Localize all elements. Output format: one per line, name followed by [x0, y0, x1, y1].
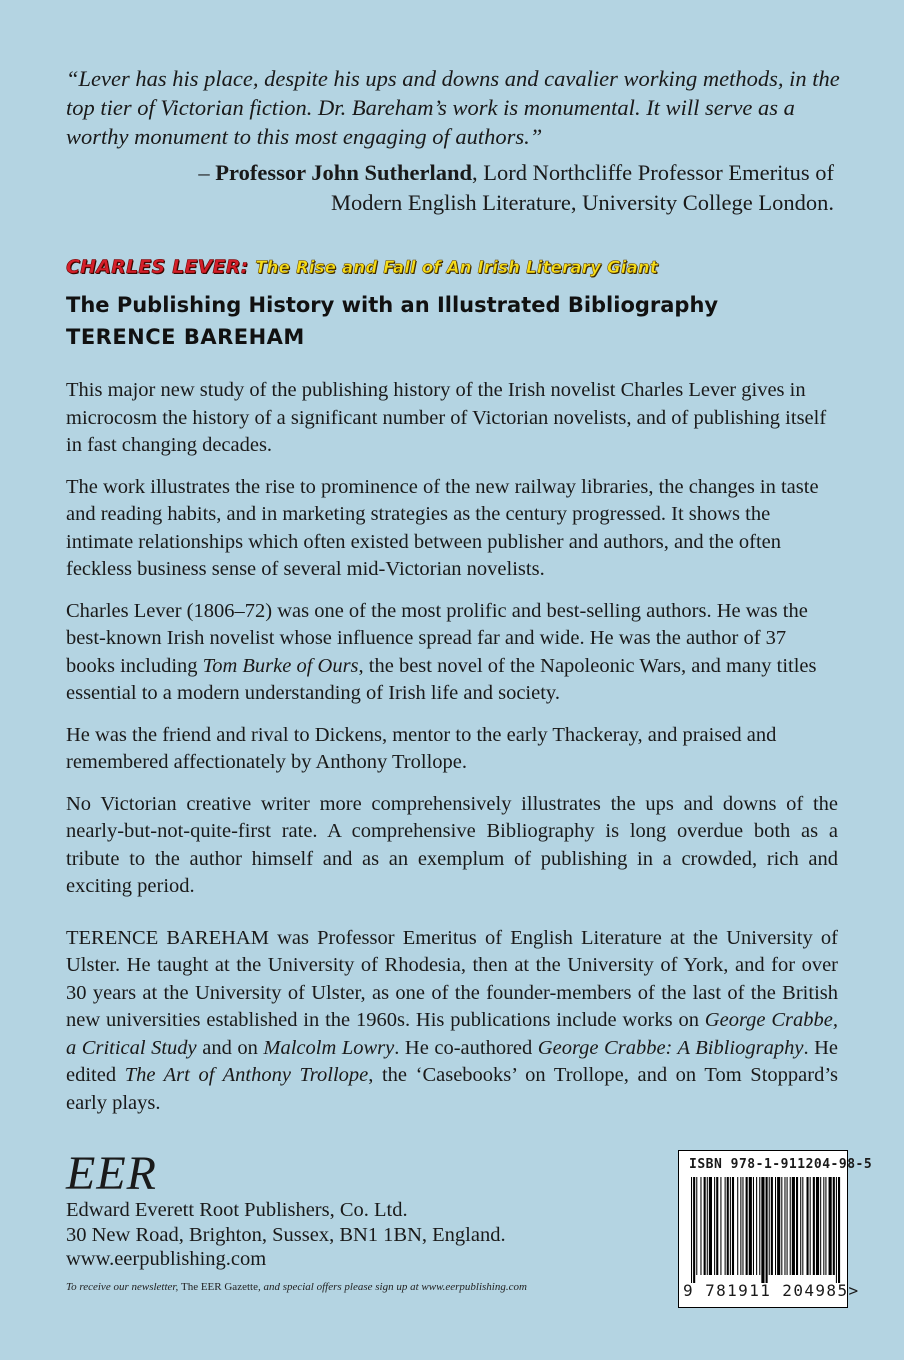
barcode-bar — [810, 1177, 811, 1275]
barcode-bar — [740, 1177, 741, 1275]
publisher-logo: EER — [66, 1147, 157, 1200]
barcode-bar — [709, 1177, 712, 1275]
publisher-website: www.eerpublishing.com — [66, 1248, 267, 1270]
barcode-bar — [787, 1177, 788, 1275]
barcode-bar — [737, 1177, 738, 1275]
barcode-bar — [784, 1177, 785, 1275]
barcode-bar — [716, 1177, 718, 1275]
blurb-body — [66, 377, 838, 1131]
barcode-number: 9 781911 204985 — [683, 1281, 849, 1300]
barcode-bar — [792, 1177, 795, 1275]
barcode-bar — [730, 1177, 731, 1275]
text-run: To receive our newsletter, — [66, 1281, 181, 1293]
isbn-digits — [683, 1281, 860, 1300]
barcode-bar — [696, 1177, 697, 1275]
barcode-bar — [704, 1177, 706, 1275]
book-title-italic: George Crabbe, a Critical Study — [66, 1009, 838, 1059]
book-author: TERENCE BAREHAM — [66, 325, 305, 349]
barcode-bar — [693, 1177, 695, 1283]
barcode-bar — [813, 1177, 815, 1275]
barcode-bar — [761, 1177, 764, 1283]
barcode-bar — [771, 1177, 773, 1275]
publisher-name: Edward Everett Root Publishers, Co. Ltd. — [66, 1199, 408, 1221]
text-run: . He co-authored — [394, 1036, 538, 1059]
blurb-paragraph: The work illustrates the rise to prominence of the new railway libraries, the changes in taste and reading habits, and in marketing strategies as the century progressed. It shows the intimate relationships which often existed between publisher and authors, and the often feckless business sense of several mid-Victorian novelists. — [66, 475, 819, 580]
newsletter-title: The EER Gazette — [180, 1281, 258, 1293]
text-run: , the ‘Casebooks’ on Trollope, and on Tom Stoppard’s early plays. — [66, 1064, 838, 1114]
barcode-arrow: > — [848, 1281, 860, 1300]
barcode-bar — [777, 1177, 780, 1275]
barcode-bar — [766, 1177, 768, 1283]
book-title — [66, 254, 658, 281]
isbn-barcode — [678, 1150, 873, 1308]
barcode-bar — [816, 1177, 819, 1275]
endorsement-attribution — [134, 158, 834, 218]
barcode-bar — [720, 1177, 721, 1275]
blurb-paragraph — [66, 598, 838, 708]
barcode-bar — [796, 1177, 798, 1275]
barcode-bar — [775, 1177, 776, 1275]
newsletter-note — [66, 1281, 527, 1293]
barcode-bar — [790, 1177, 791, 1275]
text-run: and on — [196, 1036, 264, 1059]
endorsement-quote: “Lever has his place, despite his ups and downs and cavalier working methods, in the top tier of Victorian fiction. Dr. Bareham’s work is monumental. It will serve as a worthy monument to this most engaging of authors.” — [66, 66, 840, 149]
barcode-bar — [746, 1177, 748, 1275]
barcode-bar — [836, 1177, 837, 1283]
barcode-bar — [725, 1177, 726, 1275]
barcode-bar — [820, 1177, 821, 1275]
barcode-bar — [756, 1177, 757, 1275]
barcode-bar — [807, 1177, 809, 1275]
title-red-part: CHARLES LEVER: — [66, 256, 249, 278]
book-title-italic: Tom Burke of Ours — [202, 654, 359, 677]
isbn-label: ISBN 978-1-911204-98-5 — [689, 1157, 873, 1172]
attribution-dash: – — [198, 160, 216, 185]
text-run: , and special offers please sign up at www.eerpublishing.com — [257, 1281, 527, 1293]
author-bio — [66, 925, 838, 1118]
title-yellow-part: The Rise and Fall of An Irish Literary Giant — [255, 258, 658, 277]
book-subtitle: The Publishing History with an Illustrated Bibliography — [66, 293, 719, 317]
blurb-paragraph: No Victorian creative writer more comprehensively illustrates the ups and downs of the nearly-but-not-quite-first rate. A comprehensive Bibliography is long overdue both as a tribute to the author himself and as an exemplum of publishing in a crowded, rich and exciting period. — [66, 792, 838, 897]
barcode-bar — [781, 1177, 782, 1275]
barcode-bar — [759, 1177, 760, 1275]
attribution-name: Professor John Sutherland — [215, 160, 472, 185]
barcode-bar — [749, 1177, 752, 1275]
barcode-bar — [800, 1177, 801, 1275]
blurb-paragraph: This major new study of the publishing history of the Irish novelist Charles Lever gives in microcosm the history of a significant number of Victorian novelists, and of publishing itself in fast changing decades. — [66, 379, 827, 456]
text-run: Charles Lever (1806–72) was one of the most prolific and best-selling authors. He was the best-known Irish novelist whose influence spread far and wide. He was the author of 37 books including — [66, 599, 808, 677]
barcode-bar — [769, 1177, 770, 1275]
book-title-italic: George Crabbe: A Bibliography — [537, 1036, 804, 1059]
barcode-bar — [829, 1177, 832, 1275]
blurb-paragraph: He was the friend and rival to Dickens, mentor to the early Thackeray, and praised and remembered affectionately by Anthony Trollope. — [66, 723, 777, 773]
barcode-bar — [838, 1177, 840, 1283]
barcode-bar — [700, 1177, 701, 1275]
barcode-bar — [833, 1177, 835, 1275]
text-run: . He edited — [66, 1036, 839, 1086]
barcode-bar — [727, 1177, 729, 1275]
barcode-bar — [742, 1177, 743, 1275]
barcode-bar — [732, 1177, 734, 1275]
barcode-bar — [823, 1177, 824, 1275]
barcode-bars — [689, 1177, 843, 1283]
attribution-affiliation: , Lord Northcliffe Professor Emeritus of Modern English Literature, University College London. — [330, 160, 834, 215]
text-run: TERENCE BAREHAM was Professor Emeritus of English Literature at the University of Ulster. He taught at the University of Rhodesia, then at the University of York, and for over 30 years at the University of Ulster, as one of the founder-members of the last of the British new universities established in the 1960s. His publications include works on — [66, 926, 838, 1031]
book-title-italic: The Art of Anthony Trollope — [124, 1064, 369, 1086]
barcode-bar — [714, 1177, 715, 1275]
book-title-italic: Malcolm Lowry — [263, 1036, 395, 1059]
barcode-bar — [753, 1177, 754, 1275]
publisher-address: 30 New Road, Brighton, Sussex, BN1 1BN, England. — [66, 1223, 506, 1246]
barcode-bar — [691, 1177, 692, 1283]
publisher-info — [66, 1198, 506, 1272]
barcode-bar — [707, 1177, 708, 1275]
barcode-bar — [802, 1177, 803, 1275]
barcode-bar — [825, 1177, 826, 1275]
text-run: , the best novel of the Napoleonic Wars, and many titles essential to a modern understanding of Irish life and society. — [66, 654, 817, 704]
